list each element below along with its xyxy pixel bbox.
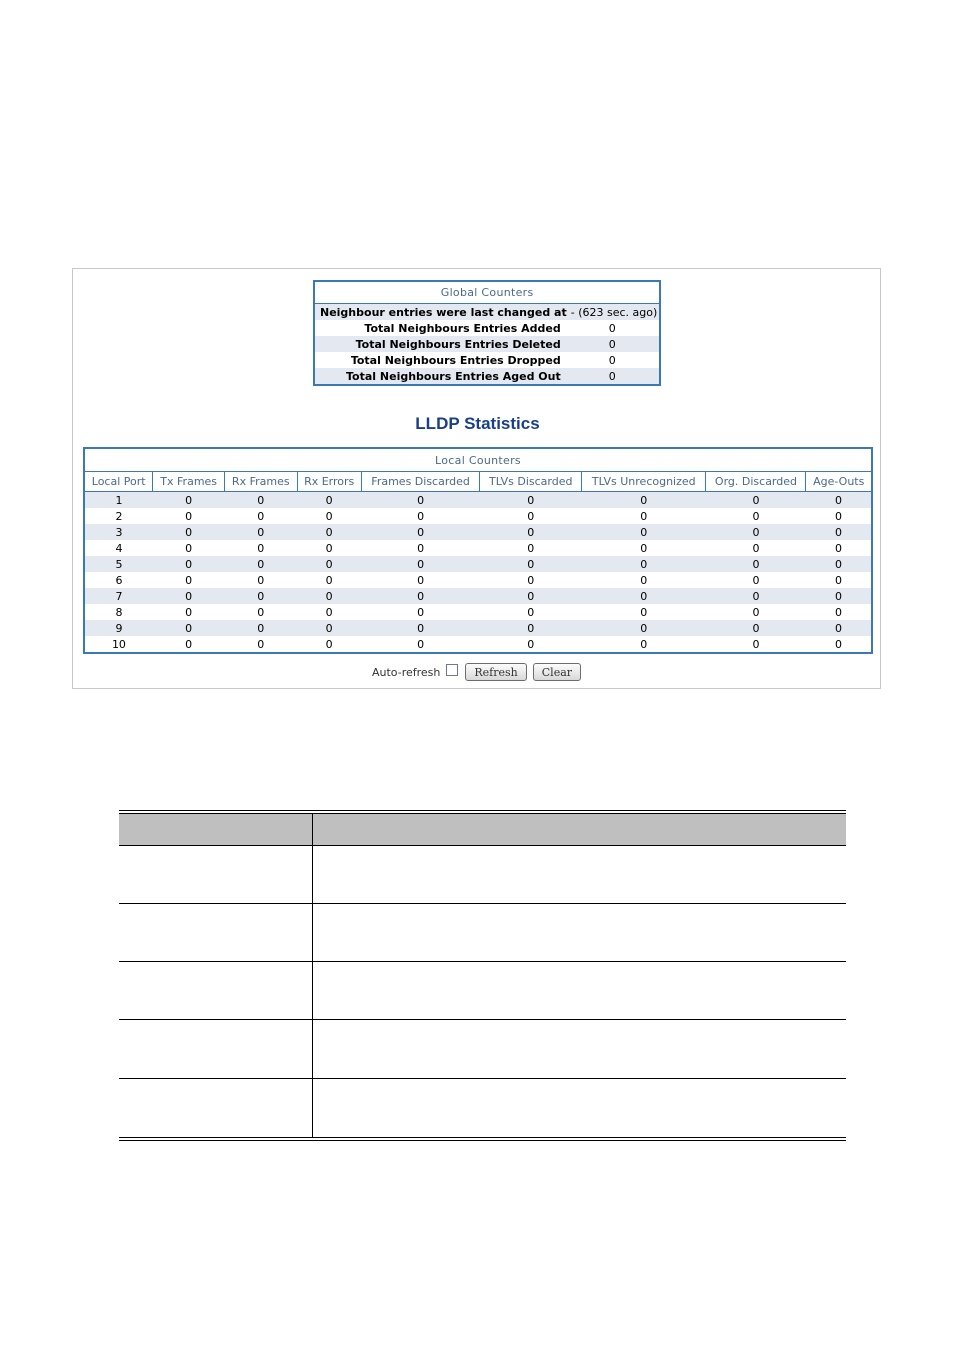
table-cell: 0 [257, 573, 265, 587]
global-counter-label: Total Neighbours Entries Deleted [314, 336, 569, 352]
table-cell: 0 [480, 524, 582, 540]
refresh-button[interactable]: Refresh [465, 663, 526, 681]
table-row-divider [119, 1019, 846, 1020]
local-counters-table [83, 447, 873, 654]
table-border-top [119, 810, 846, 811]
global-counter-row [314, 304, 660, 321]
global-counter-label: Total Neighbours Entries Added [364, 321, 561, 335]
global-counter-value: 0 [569, 368, 661, 385]
table-cell: 5 [84, 556, 153, 572]
table-cell: 0 [527, 605, 535, 619]
table-cell: 0 [361, 492, 480, 509]
table-cell: 0 [834, 509, 842, 523]
table-row [84, 572, 872, 588]
table-row [84, 556, 872, 572]
table-cell: 0 [752, 541, 760, 555]
table-row [84, 524, 872, 540]
column-header: Age-Outs [806, 472, 872, 492]
table-cell: 0 [706, 556, 806, 572]
table-row [84, 508, 872, 524]
global-counter-label: Total Neighbours Entries Dropped [350, 353, 561, 367]
column-header: Org. Discarded [706, 472, 806, 492]
global-counters-table [313, 280, 661, 386]
table-cell: 0 [806, 556, 872, 572]
table-cell: 0 [224, 620, 297, 636]
table-cell: 0 [752, 637, 760, 651]
table-cell: 0 [582, 588, 706, 604]
table-cell: 0 [297, 588, 361, 604]
table-row-divider [119, 1078, 846, 1079]
table-cell: 0 [582, 524, 706, 540]
table-cell: 0 [185, 637, 193, 651]
column-header: Local Port [84, 472, 153, 492]
table-header-row [119, 814, 846, 845]
global-counter-value: - (623 sec. ago) [569, 304, 661, 321]
global-counter-label: Total Neighbours Entries Aged Out [314, 368, 569, 385]
table-cell: 0 [752, 605, 760, 619]
column-header: TLVs Unrecognized [582, 472, 706, 492]
global-counter-value: 0 [608, 353, 616, 367]
table-cell: 0 [834, 605, 842, 619]
table-cell: 0 [706, 588, 806, 604]
table-cell: 0 [640, 509, 648, 523]
table-cell: 0 [752, 573, 760, 587]
table-cell: 0 [361, 556, 480, 572]
table-cell: 0 [640, 637, 648, 651]
table-cell: 0 [752, 509, 760, 523]
column-header: TLVs Discarded [480, 472, 582, 492]
table-cell: 0 [706, 620, 806, 636]
table-cell: 9 [84, 620, 153, 636]
table-cell: 0 [257, 637, 265, 651]
table-cell: 0 [480, 620, 582, 636]
table-cell: 0 [582, 492, 706, 509]
table-cell: 0 [582, 620, 706, 636]
global-counter-row [314, 336, 660, 352]
table-row [84, 492, 872, 509]
global-counters-caption: Global Counters [314, 281, 660, 304]
global-counter-value: 0 [569, 336, 661, 352]
table-cell: 0 [527, 541, 535, 555]
table-cell: 0 [153, 556, 225, 572]
table-row [84, 588, 872, 604]
global-counter-label: Neighbour entries were last changed at [314, 304, 569, 321]
table-cell: 0 [185, 573, 193, 587]
lldp-statistics-panel [72, 268, 881, 689]
table-cell: 3 [84, 524, 153, 540]
table-cell: 0 [417, 637, 425, 651]
table-row [84, 604, 872, 620]
auto-refresh-checkbox[interactable] [446, 664, 458, 676]
table-cell: 0 [480, 588, 582, 604]
table-cell: 0 [806, 492, 872, 509]
table-cell: 0 [480, 492, 582, 509]
table-cell: 2 [115, 509, 123, 523]
table-cell: 6 [115, 573, 123, 587]
table-cell: 0 [297, 492, 361, 509]
table-cell: 7 [84, 588, 153, 604]
table-row [84, 636, 872, 653]
table-cell: 0 [297, 524, 361, 540]
table-cell: 0 [325, 541, 333, 555]
table-cell: 0 [257, 509, 265, 523]
global-counter-row [314, 320, 660, 336]
column-header: Tx Frames [153, 472, 225, 492]
table-row-divider [119, 903, 846, 904]
table-cell: 0 [325, 605, 333, 619]
table-cell: 0 [417, 605, 425, 619]
table-cell: 0 [224, 588, 297, 604]
table-cell: 0 [361, 588, 480, 604]
table-cell: 4 [115, 541, 123, 555]
table-cell: 0 [325, 637, 333, 651]
table-cell: 0 [153, 524, 225, 540]
table-row-divider [119, 961, 846, 962]
table-cell: 0 [297, 620, 361, 636]
table-cell: 0 [417, 509, 425, 523]
table-cell: 0 [806, 620, 872, 636]
table-cell: 10 [111, 637, 126, 651]
table-cell: 0 [224, 492, 297, 509]
table-cell: 0 [417, 573, 425, 587]
table-cell: 0 [834, 541, 842, 555]
refresh-controls [372, 662, 587, 682]
global-counter-row [314, 368, 660, 385]
table-cell: 0 [640, 573, 648, 587]
table-cell: 0 [361, 524, 480, 540]
table-cell: 0 [325, 509, 333, 523]
page-title: LLDP Statistics [415, 414, 540, 433]
column-header: Rx Frames [224, 472, 297, 492]
table-cell: 0 [224, 524, 297, 540]
table-cell: 0 [706, 524, 806, 540]
table-cell: 0 [185, 605, 193, 619]
table-cell: 0 [640, 605, 648, 619]
table-border-bottom-outer [119, 1140, 846, 1141]
table-cell: 8 [115, 605, 123, 619]
table-cell: 0 [325, 573, 333, 587]
table-cell: 0 [361, 620, 480, 636]
table-row-divider [119, 845, 846, 846]
table-cell: 0 [834, 573, 842, 587]
table-cell: 1 [84, 492, 153, 509]
column-header: Frames Discarded [361, 472, 480, 492]
table-cell: 0 [224, 556, 297, 572]
table-cell: 0 [257, 605, 265, 619]
table-row [84, 620, 872, 636]
auto-refresh-label: Auto-refresh [372, 665, 441, 679]
table-cell: 0 [582, 556, 706, 572]
table-cell: 0 [297, 556, 361, 572]
table-cell: 0 [527, 509, 535, 523]
local-counters-caption: Local Counters [84, 448, 872, 472]
column-header: Rx Errors [297, 472, 361, 492]
table-cell: 0 [834, 637, 842, 651]
table-cell: 0 [257, 541, 265, 555]
table-cell: 0 [527, 637, 535, 651]
table-border-bottom [119, 1137, 846, 1138]
table-cell: 0 [806, 524, 872, 540]
table-cell: 0 [806, 588, 872, 604]
table-cell: 0 [185, 509, 193, 523]
global-counter-row [314, 352, 660, 368]
table-cell: 0 [640, 541, 648, 555]
clear-button[interactable]: Clear [533, 663, 581, 681]
table-cell: 0 [706, 492, 806, 509]
table-column-divider [312, 814, 313, 1137]
table-cell: 0 [153, 620, 225, 636]
table-row [84, 540, 872, 556]
table-cell: 0 [527, 573, 535, 587]
table-cell: 0 [480, 556, 582, 572]
table-cell: 0 [153, 588, 225, 604]
table-cell: 0 [185, 541, 193, 555]
table-cell: 0 [417, 541, 425, 555]
global-counter-value: 0 [608, 321, 616, 335]
table-cell: 0 [153, 492, 225, 509]
